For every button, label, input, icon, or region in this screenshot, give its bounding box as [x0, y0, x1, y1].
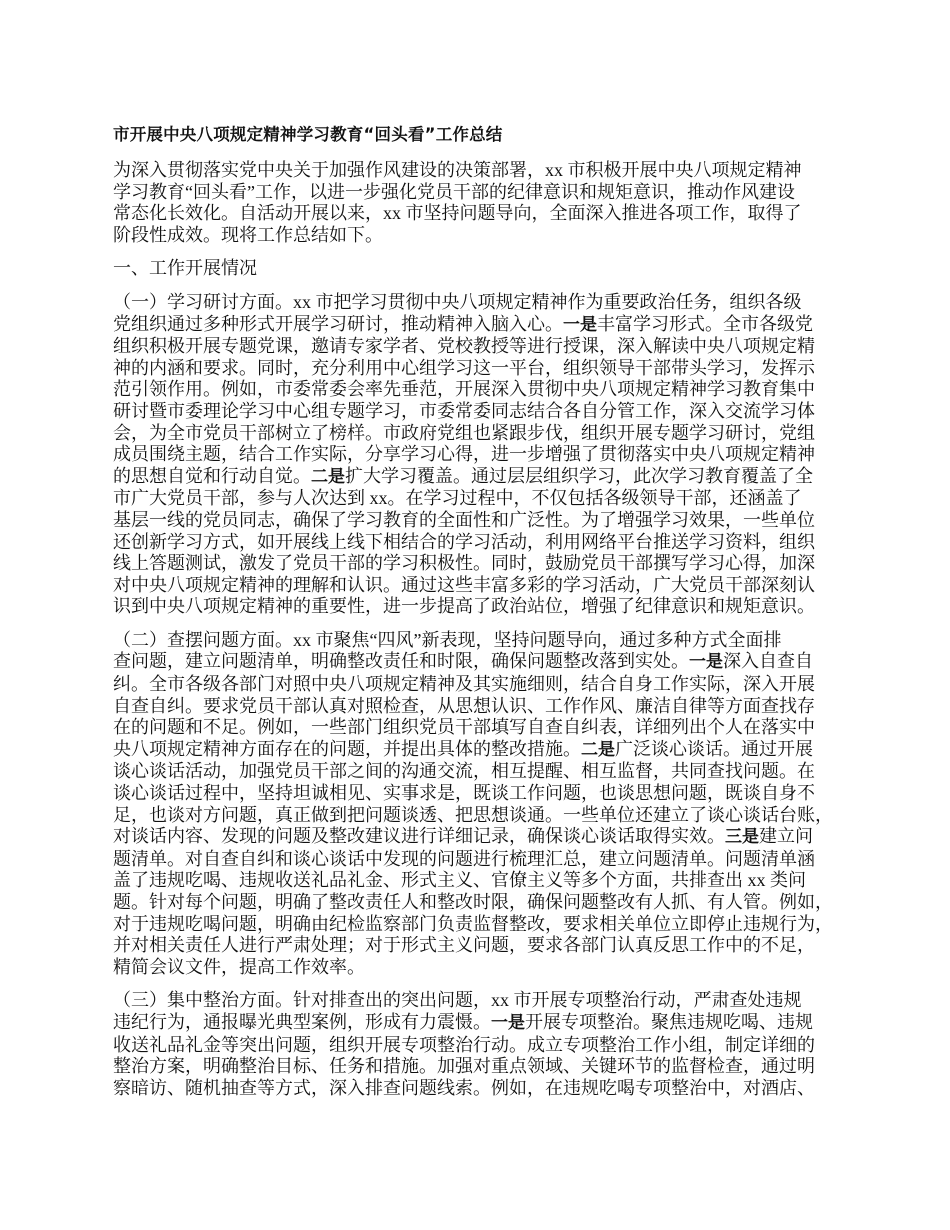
text-line [113, 444, 843, 466]
text-line [113, 849, 843, 871]
text-line [113, 739, 843, 762]
text-run: 纠。全市各级各部门对照中央八项规定精神及其实施细则，结合自身工作实际，深入开展 [113, 674, 815, 695]
emphasis-text: 一是 [563, 314, 597, 335]
text-run: 查问题，建立问题清单，明确整改责任和时限，确保问题整改落到实处。 [113, 651, 689, 672]
text-line [113, 805, 843, 827]
text-run: 精简会议文件，提高工作效率。 [113, 956, 365, 977]
text-line [113, 423, 843, 445]
text-run: 题清单。对自查自纠和谈心谈话中发现的问题进行梳理汇总，建立问题清单。问题清单涵 [113, 848, 815, 869]
text-line [113, 651, 843, 674]
emphasis-text: 三是 [725, 827, 759, 848]
section-paragraph-study [113, 292, 843, 618]
text-run: （三）集中整治方面。针对排查出的突出问题，xx 市开展专项整治行动，严肃查处违规 [113, 990, 802, 1011]
text-line [113, 826, 843, 849]
text-line [113, 358, 843, 380]
text-run: 收送礼品礼金等突出问题，组织开展专项整治行动。成立专项整治工作小组，制定详细的 [113, 1034, 815, 1055]
emphasis-text: 一是 [491, 1012, 525, 1033]
text-line [113, 914, 843, 936]
text-run: 识到中央八项规定精神的重要性，进一步提高了政治站位，增强了纪律意识和规矩意识。 [113, 596, 815, 617]
text-line [113, 761, 843, 783]
text-run: 谈心谈话过程中，坚持坦诚相见、实事求是，既谈工作问题，也谈思想问题，既谈自身不 [113, 783, 815, 804]
text-line [113, 630, 843, 652]
text-run: 央八项规定精神方面存在的问题，并提出具体的整改措施。 [113, 738, 581, 759]
text-run: 成员围绕主题，结合工作实际，分享学习心得，进一步增强了贯彻落实中央八项规定精神 [113, 444, 815, 465]
text-line: 阶段性成效。现将工作总结如下。 [113, 224, 383, 245]
text-run: 范引领作用。例如，市委常委会率先垂范，开展深入贯彻中央八项规定精神学习教育集中 [113, 379, 815, 400]
text-line [113, 532, 843, 554]
text-line [113, 783, 843, 805]
emphasis-text: 二是 [311, 466, 345, 487]
text-line [113, 990, 843, 1012]
text-run: 在的问题和不足。例如，一些部门组织党员干部填写自查自纠表，详细列出个人在落实中 [113, 717, 815, 738]
text-run: （一）学习研讨方面。xx 市把学习贯彻中央八项规定精神作为重要政治任务，组织各级 [113, 291, 802, 312]
text-line [113, 314, 843, 337]
text-line [113, 575, 843, 597]
text-run: 党组织通过多种形式开展学习研讨，推动精神入脑入心。 [113, 313, 563, 334]
text-run: 盖了违规吃喝、违规收送礼品礼金、形式主义、官僚主义等多个方面，共排查出 xx 类问 [113, 870, 806, 891]
text-run: 研讨暨市委理论学习中心组专题学习，市委常委同志结合各自分管工作，深入交流学习体 [113, 400, 815, 421]
text-line [113, 488, 843, 510]
text-run: （二）查摆问题方面。xx 市聚焦“四风”新表现，坚持问题导向，通过多种方式全面排 [113, 629, 782, 650]
text-line [113, 870, 843, 892]
text-line [113, 935, 843, 957]
text-run: 违纪行为，通报曝光典型案例，形成有力震慑。 [113, 1011, 491, 1032]
section-heading: 一、工作开展情况 [113, 258, 257, 279]
text-line [113, 1056, 843, 1078]
text-run: 市广大党员干部，参与人次达到 xx。在学习过程中，不仅包括各级领导干部，还涵盖了 [113, 488, 802, 509]
text-line [113, 553, 843, 575]
text-line [113, 1012, 843, 1035]
text-run: 建立问 [759, 826, 813, 847]
text-run: 整治方案，明确整治目标、任务和措施。加强对重点领域、关键环节的监督检查，通过明 [113, 1056, 815, 1077]
text-line [113, 466, 843, 489]
text-run: 还创新学习方式，如开展线上线下相结合的学习活动，利用网络平台推送学习资料，组织 [113, 531, 815, 552]
text-run: 自查自纠。要求党员干部认真对照检查，从思想认识、工作作风、廉洁自律等方面查找存 [113, 695, 815, 716]
text-line [113, 717, 843, 739]
text-run: 对谈话内容、发现的问题及整改建议进行详细记录，确保谈心谈话取得实效。 [113, 826, 725, 847]
text-line: 学习教育“回头看”工作，以进一步强化党员干部的纪律意识和规矩意识，推动作风建设 [113, 181, 795, 202]
text-run: 对于违规吃喝问题，明确由纪检监察部门负责监督整改，要求相关单位立即停止违规行为， [113, 913, 833, 934]
text-line [113, 1078, 843, 1100]
text-line [113, 957, 843, 979]
emphasis-text: 一是 [689, 652, 723, 673]
text-line [113, 674, 843, 696]
text-line [113, 401, 843, 423]
intro-paragraph [113, 160, 843, 246]
text-run: 的思想自觉和行动自觉。 [113, 465, 311, 486]
text-line: 为深入贯彻落实党中央关于加强作风建设的决策部署，xx 市积极开展中央八项规定精神 [113, 160, 802, 180]
text-line [113, 892, 843, 914]
text-line [113, 510, 843, 532]
section-paragraph-rectification [113, 990, 843, 1099]
document-title: 市开展中央八项规定精神学习教育“回头看”工作总结 [113, 125, 503, 144]
text-run: 对中央八项规定精神的理解和认识。通过这些丰富多彩的学习活动，广大党员干部深刻认 [113, 574, 815, 595]
text-run: 察暗访、随机抽查等方式，深入排查问题线索。例如，在违规吃喝专项整治中，对酒店、 [113, 1077, 815, 1098]
section-paragraph-problems [113, 630, 843, 979]
document-page [113, 124, 843, 1111]
text-run: 并对相关责任人进行严肃处理；对于形式主义问题，要求各部门认真反思工作中的不足， [113, 935, 815, 956]
text-line [113, 336, 843, 358]
text-run: 神的内涵和要求。同时，充分利用中心组学习这一平台，组织领导干部带头学习，发挥示 [113, 357, 815, 378]
text-run: 足，也谈对方问题，真正做到把问题谈透、把思想谈通。一些单位还建立了谈心谈话台账， [113, 804, 833, 825]
text-line [113, 596, 843, 618]
text-run: 扩大学习覆盖。通过层层组织学习，此次学习教育覆盖了全 [345, 465, 813, 486]
text-run: 题。针对每个问题，明确了整改责任人和整改时限，确保问题整改有人抓、有人管。例如， [113, 892, 833, 912]
text-line [113, 379, 843, 401]
emphasis-text: 二是 [581, 739, 615, 760]
text-run: 广泛谈心谈话。通过开展 [615, 738, 813, 759]
text-line [113, 696, 843, 718]
text-run: 组织积极开展专题党课，邀请专家学者、党校教授等进行授课，深入解读中央八项规定精 [113, 336, 815, 357]
text-line: 常态化长效化。自活动开展以来，xx 市坚持问题导向，全面深入推进各项工作，取得了 [113, 203, 802, 224]
text-run: 丰富学习形式。全市各级党 [597, 313, 813, 334]
text-run: 会，为全市党员干部树立了榜样。市政府党组也紧跟步伐，组织开展专题学习研讨，党组 [113, 422, 815, 443]
text-line [113, 292, 843, 314]
text-line [113, 1035, 843, 1057]
text-run: 深入自查自 [723, 651, 813, 672]
text-run: 基层一线的党员同志，确保了学习教育的全面性和广泛性。为了增强学习效果，一些单位 [113, 509, 815, 530]
text-run: 开展专项整治。聚焦违规吃喝、违规 [525, 1011, 813, 1032]
text-run: 线上答题测试，激发了党员干部的学习积极性。同时，鼓励党员干部撰写学习心得，加深 [113, 553, 815, 574]
text-run: 谈心谈话活动，加强党员干部之间的沟通交流，相互提醒、相互监督，共同查找问题。在 [113, 761, 815, 782]
